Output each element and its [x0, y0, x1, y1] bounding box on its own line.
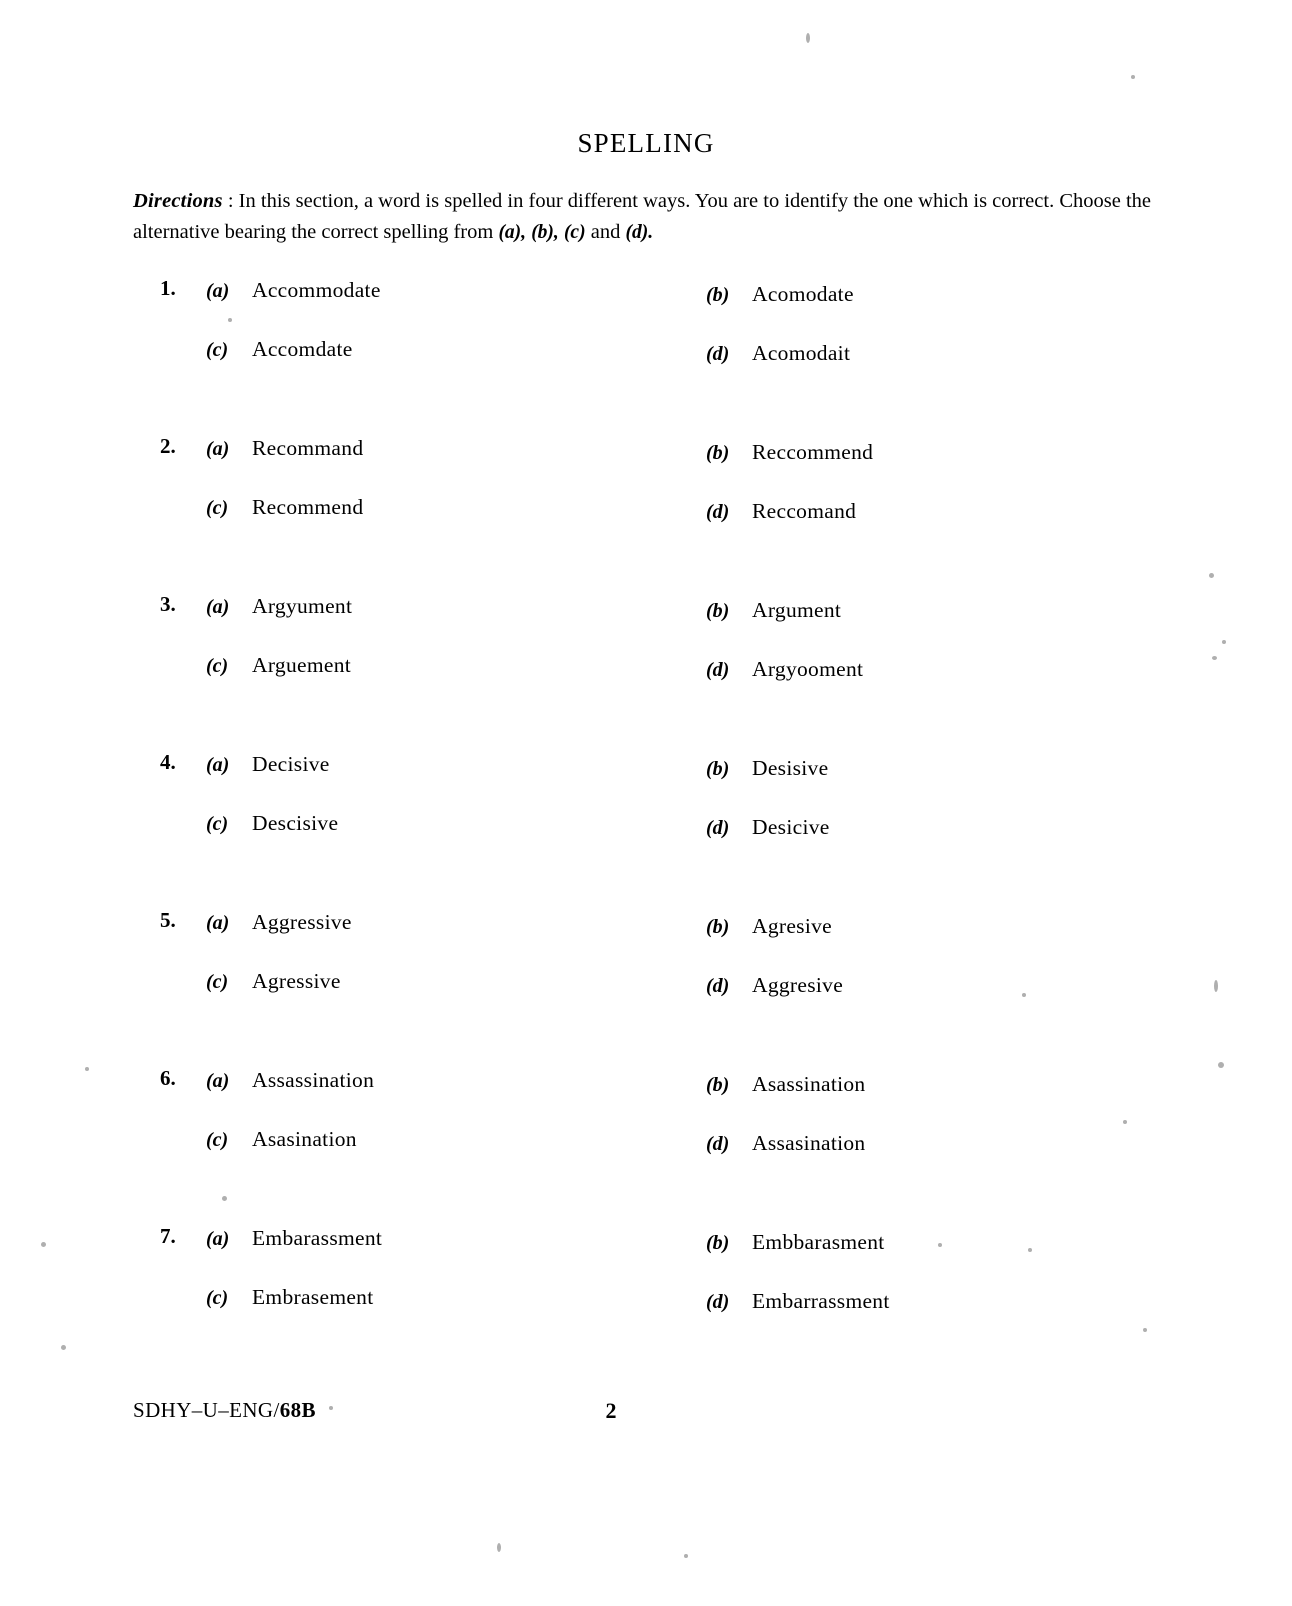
- option-c[interactable]: [206, 811, 338, 836]
- question-row: [0, 1066, 1292, 1125]
- option-text: Asasination: [252, 1127, 357, 1151]
- scan-speck: [806, 33, 810, 43]
- option-text: Agresive: [752, 914, 833, 938]
- question-number: 1.: [160, 276, 176, 300]
- question-item: [0, 1224, 1292, 1382]
- option-a[interactable]: [206, 752, 330, 777]
- question-row: [0, 1125, 1292, 1184]
- question-item: [0, 908, 1292, 1066]
- option-label: (a): [206, 912, 230, 934]
- option-d[interactable]: [706, 499, 856, 524]
- option-text: Desicive: [752, 815, 830, 839]
- option-label: (d): [706, 343, 730, 365]
- option-label: (c): [206, 971, 229, 993]
- question-item: [0, 434, 1292, 592]
- option-label: (d): [706, 975, 730, 997]
- question-row: [0, 434, 1292, 493]
- option-d[interactable]: [706, 1289, 890, 1314]
- option-text: Descisive: [252, 811, 339, 835]
- question-row: [0, 276, 1292, 335]
- option-label: (a): [206, 280, 230, 302]
- option-text: Arguement: [252, 653, 352, 677]
- option-label: (a): [206, 1070, 230, 1092]
- option-text: Decisive: [252, 752, 330, 776]
- question-number: 2.: [160, 434, 176, 458]
- option-label: (d): [706, 1133, 730, 1155]
- option-c[interactable]: [206, 969, 341, 994]
- option-d[interactable]: [706, 815, 830, 840]
- option-label: (a): [206, 438, 230, 460]
- option-label: (b): [706, 600, 730, 622]
- option-d[interactable]: [706, 657, 863, 682]
- question-row: [0, 908, 1292, 967]
- question-row: [0, 1224, 1292, 1283]
- question-row: [0, 651, 1292, 710]
- option-a[interactable]: [206, 910, 352, 935]
- option-text: Reccommend: [752, 440, 874, 464]
- question-row: [0, 967, 1292, 1026]
- question-row: [0, 1283, 1292, 1342]
- question-list: [0, 276, 1292, 1382]
- question-row: [0, 750, 1292, 809]
- option-label: (c): [206, 339, 229, 361]
- question-row: [0, 592, 1292, 651]
- option-label: (d): [706, 659, 730, 681]
- option-text: Assasination: [752, 1131, 866, 1155]
- option-text: Reccomand: [752, 499, 857, 523]
- directions-ref-a: (a),: [498, 222, 527, 243]
- option-text: Argyument: [252, 594, 353, 618]
- question-row: [0, 335, 1292, 394]
- option-text: Accommodate: [252, 278, 381, 302]
- page-number: 2: [605, 1398, 617, 1423]
- option-text: Asassination: [752, 1072, 866, 1096]
- question-number: 6.: [160, 1066, 176, 1090]
- option-b[interactable]: [706, 598, 841, 623]
- option-c[interactable]: [206, 495, 363, 520]
- option-text: Argyooment: [752, 657, 864, 681]
- paper-code-prefix: SDHY–U–ENG/: [133, 1398, 280, 1422]
- directions-ref-c: (c): [563, 222, 586, 243]
- question-item: [0, 750, 1292, 908]
- option-a[interactable]: [206, 1068, 374, 1093]
- option-a[interactable]: [206, 1226, 382, 1251]
- option-c[interactable]: [206, 337, 353, 362]
- option-b[interactable]: [706, 1230, 885, 1255]
- option-a[interactable]: [206, 594, 352, 619]
- option-text: Desisive: [752, 756, 829, 780]
- paper-code-suffix: 68B: [279, 1398, 316, 1422]
- question-number: 3.: [160, 592, 176, 616]
- option-label: (a): [206, 596, 230, 618]
- option-b[interactable]: [706, 1072, 865, 1097]
- option-a[interactable]: [206, 436, 363, 461]
- option-a[interactable]: [206, 278, 381, 303]
- option-text: Acomodate: [752, 282, 854, 306]
- option-text: Recommand: [252, 436, 364, 460]
- option-b[interactable]: [706, 914, 832, 939]
- question-item: [0, 592, 1292, 750]
- option-d[interactable]: [706, 1131, 865, 1156]
- option-label: (a): [206, 1228, 230, 1250]
- page-footer: [0, 1398, 1292, 1428]
- option-text: Embarrassment: [752, 1289, 890, 1313]
- directions-paragraph: [133, 186, 1151, 248]
- option-c[interactable]: [206, 1285, 374, 1310]
- option-label: (d): [706, 817, 730, 839]
- scan-speck: [497, 1543, 501, 1552]
- option-text: Embarassment: [252, 1226, 383, 1250]
- option-text: Argument: [752, 598, 842, 622]
- option-label: (c): [206, 1287, 229, 1309]
- question-number: 7.: [160, 1224, 176, 1248]
- option-d[interactable]: [706, 341, 850, 366]
- option-d[interactable]: [706, 973, 843, 998]
- directions-text: In this section, a word is spelled in four different ways. You are to identify the one which is correct. Choose the alternative bearing the correct spelling from: [133, 190, 1151, 243]
- directions-label: Directions: [133, 190, 223, 212]
- question-row: [0, 809, 1292, 868]
- page-title: SPELLING: [577, 128, 715, 158]
- option-label: (d): [706, 1291, 730, 1313]
- question-number: 4.: [160, 750, 176, 774]
- option-label: (b): [706, 442, 730, 464]
- option-label: (b): [706, 284, 730, 306]
- option-b[interactable]: [706, 282, 854, 307]
- option-text: Aggresive: [752, 973, 844, 997]
- option-c[interactable]: [206, 653, 351, 678]
- option-text: Accomdate: [252, 337, 353, 361]
- option-label: (c): [206, 813, 229, 835]
- directions-ref-b: (b),: [531, 222, 559, 243]
- scan-speck: [684, 1554, 688, 1558]
- option-b[interactable]: [706, 756, 828, 781]
- option-text: Aggressive: [252, 910, 352, 934]
- directions-conjunction: and: [585, 221, 626, 243]
- question-number: 5.: [160, 908, 176, 932]
- option-b[interactable]: [706, 440, 873, 465]
- option-label: (a): [206, 754, 230, 776]
- question-item: [0, 1066, 1292, 1224]
- question-item: [0, 276, 1292, 434]
- option-label: (c): [206, 655, 229, 677]
- option-text: Embrasement: [252, 1285, 374, 1309]
- option-label: (b): [706, 1074, 730, 1096]
- option-text: Assassination: [252, 1068, 375, 1092]
- option-c[interactable]: [206, 1127, 357, 1152]
- scan-speck: [1131, 75, 1135, 79]
- question-row: [0, 493, 1292, 552]
- option-label: (c): [206, 1129, 229, 1151]
- option-label: (d): [706, 501, 730, 523]
- directions-separator: :: [222, 190, 239, 212]
- option-label: (b): [706, 758, 730, 780]
- option-label: (b): [706, 1232, 730, 1254]
- option-label: (c): [206, 497, 229, 519]
- option-text: Embbarasment: [752, 1230, 885, 1254]
- option-text: Acomodait: [752, 341, 851, 365]
- directions-ref-d: (d).: [625, 222, 654, 243]
- option-text: Recommend: [252, 495, 364, 519]
- option-text: Agressive: [252, 969, 341, 993]
- option-label: (b): [706, 916, 730, 938]
